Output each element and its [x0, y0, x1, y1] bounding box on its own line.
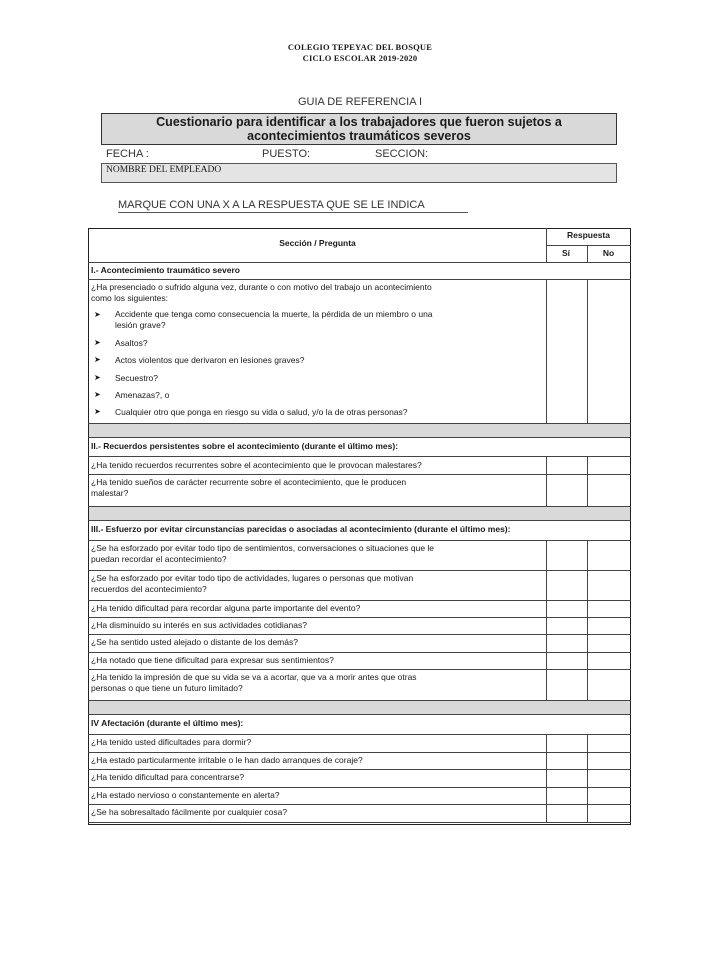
row-divider — [88, 669, 631, 670]
employee-name-field[interactable] — [101, 163, 617, 183]
school-cycle: CICLO ESCOLAR 2019-2020 — [302, 53, 418, 63]
column-divider — [587, 279, 588, 423]
question-4-4: ¿Ha estado nervioso o constantemente en alerta? — [91, 790, 280, 800]
spacer-row — [89, 700, 630, 714]
column-divider — [546, 279, 547, 423]
event-option-violence: Actos violentos que derivaron en lesiones graves? — [115, 355, 305, 365]
column-header-response: Respuesta — [567, 230, 610, 240]
row-divider — [88, 804, 631, 805]
guide-title: GUIA DE REFERENCIA I — [297, 96, 423, 108]
column-divider — [587, 540, 588, 700]
question-1-1: ¿Ha presenciado o sufrido alguna vez, durante o con motivo del trabajo un acontecimiento como los siguientes: — [91, 282, 432, 303]
question-3-7: ¿Ha tenido la impresión de que su vida se va a acortar, que va a morir antes que otras personas o que tiene un futuro limitado? — [91, 672, 417, 693]
column-divider — [546, 734, 547, 822]
row-divider — [88, 600, 631, 601]
question-3-5: ¿Se ha sentido usted alejado o distante de los demás? — [91, 637, 298, 647]
bullet-arrow-icon: ➤ — [94, 310, 101, 319]
instruction-text: MARQUE CON UNA X A LA RESPUESTA QUE SE LE INDICA — [118, 199, 468, 213]
row-divider — [88, 700, 631, 701]
questionnaire-title-line1: Cuestionario para identificar a los trabajadores que fueron sujetos a — [156, 115, 562, 129]
row-divider — [88, 652, 631, 653]
column-divider — [546, 228, 547, 262]
bullet-arrow-icon: ➤ — [94, 390, 101, 399]
row-divider — [88, 822, 631, 823]
row-divider — [88, 634, 631, 635]
row-divider — [88, 520, 631, 521]
question-3-6: ¿Ha notado que tiene dificultad para expresar sus sentimientos? — [91, 655, 334, 665]
row-divider — [88, 714, 631, 715]
section-3-title: III.- Esfuerzo por evitar circunstancias parecidas o asociadas al acontecimiento (durante el último mes): — [91, 524, 511, 534]
column-divider — [587, 734, 588, 822]
row-divider — [88, 540, 631, 541]
section-4-title: IV Afectación (durante el último mes): — [91, 718, 244, 728]
row-divider — [546, 245, 631, 246]
event-option-threats: Amenazas?, o — [115, 390, 170, 400]
column-divider — [546, 456, 547, 506]
spacer-row — [89, 506, 630, 520]
event-option-accident: Accidente que tenga como consecuencia la muerte, la pérdida de un miembro o una lesión grave? — [115, 309, 433, 330]
bullet-arrow-icon: ➤ — [94, 355, 101, 364]
column-divider — [587, 245, 588, 262]
fecha-label: FECHA : — [106, 148, 149, 160]
school-name: COLEGIO TEPEYAC DEL BOSQUE — [287, 42, 433, 52]
questionnaire-title-box — [101, 113, 617, 145]
row-divider — [88, 474, 631, 475]
puesto-label: PUESTO: — [262, 148, 311, 160]
question-3-4: ¿Ha disminuido su interés en sus actividades cotidianas? — [91, 620, 307, 630]
question-2-2: ¿Ha tenido sueños de carácter recurrente sobre el acontecimiento, que le producen malestar? — [91, 477, 407, 498]
column-header-section: Sección / Pregunta — [279, 238, 356, 248]
row-divider — [88, 456, 631, 457]
row-divider — [88, 769, 631, 770]
row-divider — [88, 617, 631, 618]
question-3-1: ¿Se ha esforzado por evitar todo tipo de sentimientos, conversaciones o situaciones que le puedan recordar el acontecimiento? — [91, 543, 435, 564]
employee-name-label: NOMBRE DEL EMPLEADO — [106, 165, 222, 175]
bullet-arrow-icon: ➤ — [94, 407, 101, 416]
row-divider — [88, 423, 631, 424]
row-divider — [88, 262, 631, 263]
row-divider — [88, 437, 631, 438]
row-divider — [88, 752, 631, 753]
section-1-title: I.- Acontecimiento traumático severo — [91, 265, 240, 275]
column-divider — [587, 456, 588, 506]
question-3-3: ¿Ha tenido dificultad para recordar alguna parte importante del evento? — [91, 603, 361, 613]
event-option-kidnapping: Secuestro? — [115, 373, 158, 383]
question-4-2: ¿Ha estado particularmente irritable o le han dado arranques de coraje? — [91, 755, 363, 765]
row-divider — [88, 506, 631, 507]
spacer-row — [89, 423, 630, 437]
bullet-arrow-icon: ➤ — [94, 338, 101, 347]
column-divider — [546, 540, 547, 700]
row-divider — [88, 570, 631, 571]
question-3-2: ¿Se ha esforzado por evitar todo tipo de actividades, lugares o personas que motivan recuerdos del acontecimiento? — [91, 573, 414, 594]
event-option-other: Cualquier otro que ponga en riesgo su vida o salud, y/o la de otras personas? — [115, 407, 408, 417]
column-header-si: Sí — [561, 248, 571, 258]
seccion-label: SECCION: — [375, 148, 429, 160]
row-divider — [88, 279, 631, 280]
question-4-1: ¿Ha tenido usted dificultades para dormir? — [91, 737, 252, 747]
bullet-arrow-icon: ➤ — [94, 373, 101, 382]
questionnaire-title-line2: acontecimientos traumáticos severos — [247, 129, 471, 143]
question-2-1: ¿Ha tenido recuerdos recurrentes sobre el acontecimiento que le provocan malestares? — [91, 460, 422, 470]
row-divider — [88, 734, 631, 735]
question-4-3: ¿Ha tenido dificultad para concentrarse? — [91, 772, 245, 782]
event-option-assault: Asaltos? — [115, 338, 148, 348]
column-header-no: No — [602, 248, 615, 258]
row-divider — [88, 787, 631, 788]
question-4-5: ¿Se ha sobresaltado fácilmente por cualquier cosa? — [91, 807, 288, 817]
section-2-title: II.- Recuerdos persistentes sobre el acontecimiento (durante el último mes): — [91, 441, 399, 451]
